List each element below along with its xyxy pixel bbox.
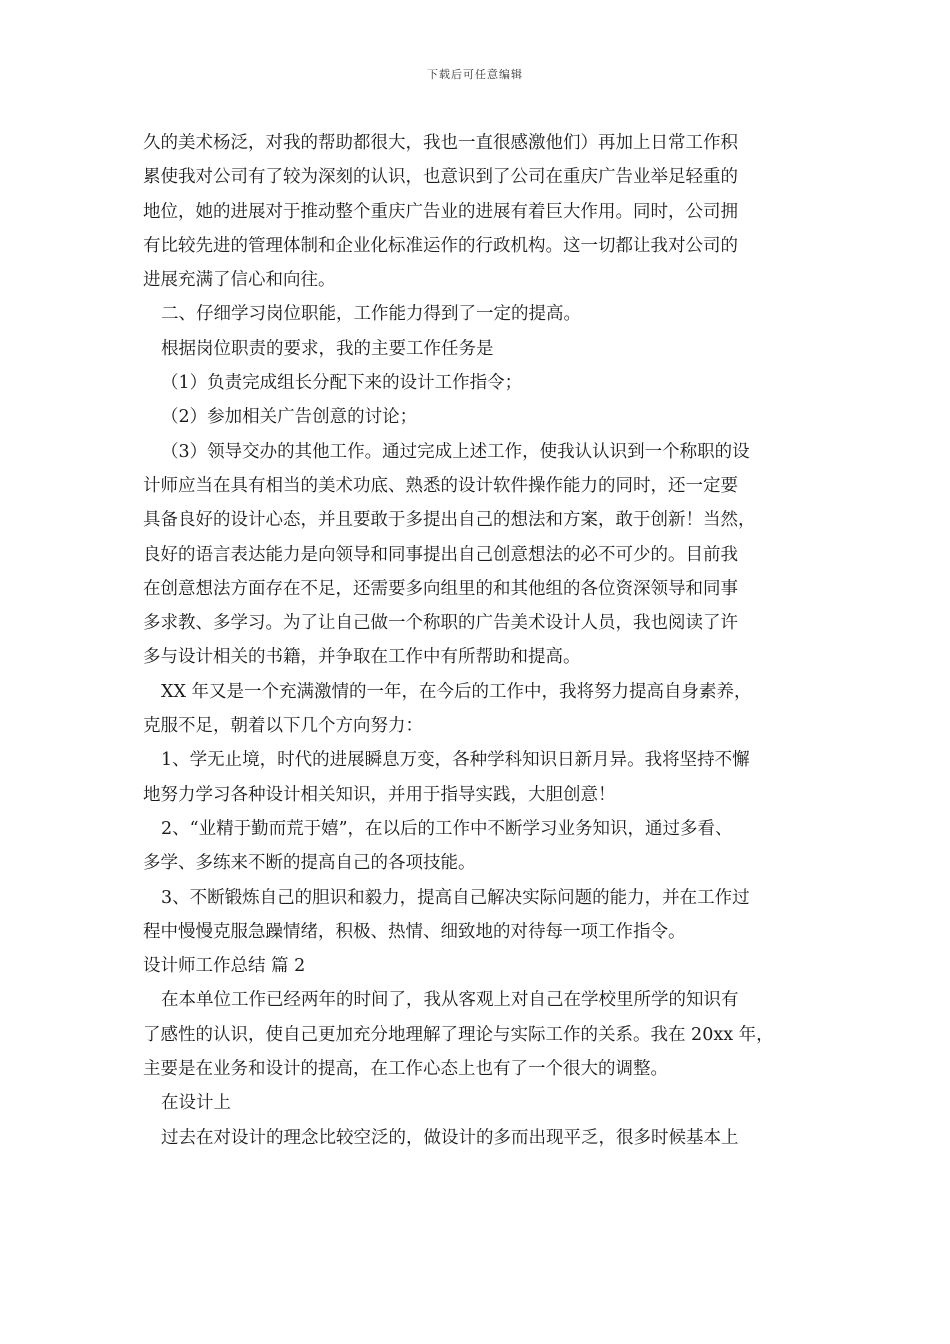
text-line: 在设计上 bbox=[161, 1093, 231, 1114]
text-line: 1、学无止境，时代的进展瞬息万变，各种学科知识日新月异。我将坚持不懈 bbox=[161, 750, 750, 771]
text-line: 了感性的认识，使自己更加充分地理解了理论与实际工作的关系。我在 20xx 年， bbox=[143, 1024, 774, 1045]
text-line: 良好的语言表达能力是向领导和同事提出自己创意想法的必不可少的。目前我 bbox=[143, 544, 738, 565]
text-line: 3、不断锻炼自己的胆识和毅力，提高自己解决实际问题的能力，并在工作过 bbox=[161, 887, 750, 908]
text-line: 计师应当在具有相当的美术功底、熟悉的设计软件操作能力的同时，还一定要 bbox=[143, 475, 738, 496]
text-line: （2）参加相关广告创意的讨论； bbox=[161, 407, 418, 428]
text-line: 过去在对设计的理念比较空泛的，做设计的多而出现平乏，很多时候基本上 bbox=[161, 1127, 739, 1148]
text-line: 程中慢慢克服急躁情绪，积极、热情、细致地的对待每一项工作指令。 bbox=[143, 921, 686, 942]
text-line: 有比较先进的管理体制和企业化标准运作的行政机构。这一切都让我对公司的 bbox=[143, 235, 738, 256]
text-line: 多学、多练来不断的提高自己的各项技能。 bbox=[143, 853, 476, 874]
text-line: 在本单位工作已经两年的时间了，我从客观上对自己在学校里所学的知识有 bbox=[161, 990, 739, 1011]
text-line: 克服不足，朝着以下几个方向努力： bbox=[143, 716, 423, 737]
text-line: 二、仔细学习岗位职能，工作能力得到了一定的提高。 bbox=[161, 304, 581, 325]
text-line: 多求教、多学习。为了让自己做一个称职的广告美术设计人员，我也阅读了许 bbox=[143, 613, 738, 634]
text-line: 设计师工作总结 篇 2 bbox=[143, 956, 306, 977]
text-line: （3）领导交办的其他工作。通过完成上述工作，使我认认识到一个称职的设 bbox=[161, 441, 750, 462]
text-line: 累使我对公司有了较为深刻的认识，也意识到了公司在重庆广告业举足轻重的 bbox=[143, 167, 738, 188]
text-line: 久的美术杨泛，对我的帮助都很大，我也一直很感激他们）再加上日常工作积 bbox=[143, 133, 738, 153]
text-line: 地努力学习各种设计相关知识，并用于指导实践，大胆创意！ bbox=[143, 784, 616, 805]
text-line: 主要是在业务和设计的提高，在工作心态上也有了一个很大的调整。 bbox=[143, 1059, 668, 1080]
page-header: 下载后可任意编辑 bbox=[427, 68, 523, 81]
text-line: 进展充满了信心和向往。 bbox=[143, 270, 336, 291]
text-line: 根据岗位职责的要求，我的主要工作任务是 bbox=[161, 338, 494, 359]
text-line: 多与设计相关的书籍，并争取在工作中有所帮助和提高。 bbox=[143, 647, 581, 668]
text-line: 具备良好的设计心态，并且要敢于多提出自己的想法和方案，敢于创新！当然， bbox=[143, 510, 756, 531]
text-line: （1）负责完成组长分配下来的设计工作指令； bbox=[161, 373, 523, 394]
text-line: XX 年又是一个充满激情的一年，在今后的工作中，我将努力提高自身素养， bbox=[161, 681, 752, 702]
text-line: 在创意想法方面存在不足，还需要多向组里的和其他组的各位资深领导和同事 bbox=[143, 578, 738, 599]
text-line: 地位，她的进展对于推动整个重庆广告业的进展有着巨大作用。同时，公司拥 bbox=[143, 201, 738, 222]
document-body bbox=[143, 126, 813, 1155]
text-line: 2、“业精于勤而荒于嬉”，在以后的工作中不断学习业务知识，通过多看、 bbox=[161, 818, 733, 839]
